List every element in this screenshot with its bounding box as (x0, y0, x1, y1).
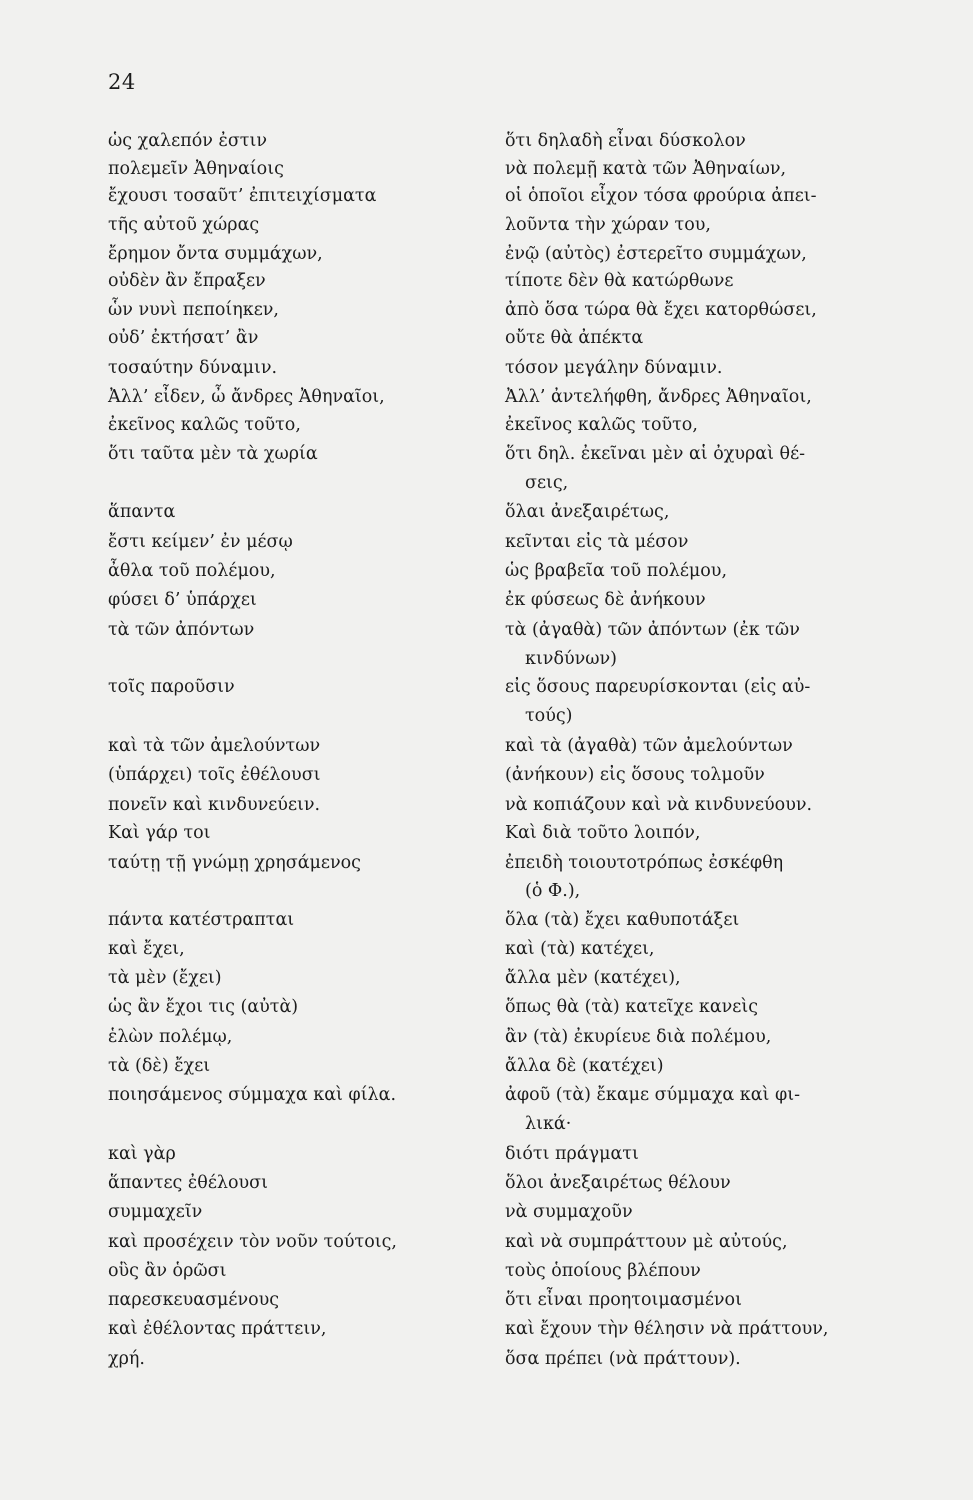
left-column-text-line: τῆς αὐτοῦ χώρας (108, 215, 260, 235)
right-column-text-line: ἀφοῦ (τὰ) ἔκαμε σύμμαχα καὶ φι- (505, 1085, 801, 1105)
left-column-text-line: ἔστι κείμεν’ ἐν μέσῳ (108, 532, 293, 552)
right-column-text-line: καὶ ἔχουν τὴν θέλησιν νὰ πράττουν, (505, 1319, 829, 1339)
left-column-text-line: ἑλὼν πολέμῳ, (108, 1027, 233, 1047)
right-column-text-line: ὅσα πρέπει (νὰ πράττουν). (505, 1349, 741, 1369)
left-column-text-line: ἐκεῖνος καλῶς τοῦτο, (108, 415, 301, 435)
right-column-text-line: νὰ πολεμῇ κατὰ τῶν Ἀθηναίων, (505, 159, 787, 179)
left-column-text-line: καὶ ἐθέλοντας πράττειν, (108, 1319, 327, 1339)
left-column-text-line: ποιησάμενος σύμμαχα καὶ φίλα. (108, 1085, 397, 1105)
left-column-text-line: καὶ ἔχει, (108, 939, 185, 959)
left-column-text-line: τὰ (δὲ) ἔχει (108, 1056, 211, 1076)
left-column-text-line: καὶ προσέχειν τὸν νοῦν τούτοις, (108, 1232, 397, 1252)
left-column-text-line: Ἀλλ’ εἶδεν, ὦ ἄνδρες Ἀθηναῖοι, (108, 387, 385, 407)
right-column-text-line: τίποτε δὲν θὰ κατώρθωνε (505, 271, 734, 291)
left-column-text-line: καὶ γὰρ (108, 1144, 176, 1164)
left-column-text-line: οὓς ἂν ὁρῶσι (108, 1261, 227, 1281)
right-column-text-line: οὔτε θὰ ἀπέκτα (505, 328, 644, 348)
left-column-text-line: οὐδὲν ἂν ἔπραξεν (108, 271, 266, 291)
left-column-text-line: οὐδ’ ἐκτήσατ’ ἂν (108, 328, 259, 348)
right-column-text-line: ἐκεῖνος καλῶς τοῦτο, (505, 415, 698, 435)
right-column-text-line: καὶ (τὰ) κατέχει, (505, 939, 655, 959)
right-column-text-line: λικά· (525, 1114, 572, 1134)
right-column-text-line: Ἀλλ’ ἀντελήφθη, ἄνδρες Ἀθηναῖοι, (505, 387, 812, 407)
right-column-text-line: τούς) (525, 706, 573, 726)
right-column-text-line: ἐνῷ (αὐτὸς) ἐστερεῖτο συμμάχων, (505, 244, 807, 264)
right-column-text-line: Καὶ διὰ τοῦτο λοιπόν, (505, 823, 701, 843)
left-column-text-line: τοσαύτην δύναμιν. (108, 358, 278, 378)
left-column-text-line: τὰ τῶν ἀπόντων (108, 620, 255, 640)
right-column-text-line: ὅτι εἶναι προητοιμασμένοι (505, 1290, 742, 1310)
right-column-text-line: λοῦντα τὴν χώραν του, (505, 215, 711, 235)
left-column-text-line: (ὑπάρχει) τοῖς ἐθέλουσι (108, 765, 321, 785)
left-column-text-line: Καὶ γάρ τοι (108, 823, 211, 843)
right-column-text-line: οἱ ὁποῖοι εἶχον τόσα φρούρια ἀπει- (505, 186, 817, 206)
left-column-text-line: καὶ τὰ τῶν ἀμελούντων (108, 736, 321, 756)
right-column-text-line: ὅτι δηλαδὴ εἶναι δύσκολον (505, 131, 746, 151)
left-column-text-line: συμμαχεῖν (108, 1202, 203, 1222)
right-column-text-line: κινδύνων) (525, 649, 617, 669)
right-column-text-line: ἄλλα μὲν (κατέχει), (505, 968, 681, 988)
right-column-text-line: ὅτι δηλ. ἐκεῖναι μὲν αἱ ὀχυραὶ θέ- (505, 444, 806, 464)
left-column-text-line: ἆθλα τοῦ πολέμου, (108, 561, 276, 581)
left-column-text-line: φύσει δ’ ὑπάρχει (108, 590, 257, 610)
left-column-text-line: ὡς χαλεπόν ἐστιν (108, 131, 267, 151)
right-column-text-line: καὶ νὰ συμπράττουν μὲ αὐτούς, (505, 1232, 788, 1252)
right-column-text-line: ὡς βραβεῖα τοῦ πολέμου, (505, 561, 728, 581)
left-column-text-line: τοῖς παροῦσιν (108, 677, 235, 697)
left-column-text-line: ταύτῃ τῇ γνώμῃ χρησάμενος (108, 853, 361, 873)
right-column-text-line: (ἀνήκουν) εἰς ὅσους τολμοῦν (505, 765, 765, 785)
left-column-text-line: χρή. (108, 1349, 145, 1369)
left-column-text-line: ἔρημον ὄντα συμμάχων, (108, 244, 323, 264)
right-column-text-line: ἐπειδὴ τοιουτοτρόπως ἐσκέφθη (505, 853, 784, 873)
left-column-text-line: πονεῖν καὶ κινδυνεύειν. (108, 795, 321, 815)
right-column-text-line: τὰ (ἀγαθὰ) τῶν ἀπόντων (ἐκ τῶν (505, 620, 800, 640)
left-column-text-line: πολεμεῖν Ἀθηναίοις (108, 159, 284, 179)
right-column-text-line: ὅλοι ἀνεξαιρέτως θέλουν (505, 1173, 731, 1193)
left-column-text-line: ὡς ἂν ἔχοι τις (αὐτὰ) (108, 997, 299, 1017)
left-column-text-line: ἔχουσι τοσαῦτ’ ἐπιτειχίσματα (108, 186, 377, 206)
right-column-text-line: (ὁ Φ.), (525, 881, 581, 901)
right-column-text-line: σεις, (525, 473, 569, 493)
right-column-text-line: νὰ συμμαχοῦν (505, 1202, 633, 1222)
left-column-text-line: πάντα κατέστραπται (108, 910, 295, 930)
left-column-text-line: ὅτι ταῦτα μὲν τὰ χωρία (108, 444, 318, 464)
right-column-text-line: νὰ κοπιάζουν καὶ νὰ κινδυνεύουν. (505, 795, 813, 815)
right-column-text-line: καὶ τὰ (ἀγαθὰ) τῶν ἀμελούντων (505, 736, 793, 756)
left-column-text-line: τὰ μὲν (ἔχει) (108, 968, 222, 988)
right-column-text-line: ἂν (τὰ) ἐκυρίευε διὰ πολέμου, (505, 1027, 772, 1047)
left-column-text-line: ἅπαντα (108, 502, 176, 522)
left-column-text-line: ἅπαντες ἐθέλουσι (108, 1173, 268, 1193)
left-column-text-line: παρεσκευασμένους (108, 1290, 280, 1310)
right-column-text-line: ὅλαι ἀνεξαιρέτως, (505, 502, 670, 522)
right-column-text-line: κεῖνται εἰς τὰ μέσον (505, 532, 689, 552)
right-column-text-line: ἀπὸ ὅσα τώρα θὰ ἔχει κατορθώσει, (505, 300, 817, 320)
right-column-text-line: ἐκ φύσεως δὲ ἀνήκουν (505, 590, 706, 610)
right-column-text-line: διότι πράγματι (505, 1144, 639, 1164)
right-column-text-line: τόσον μεγάλην δύναμιν. (505, 358, 723, 378)
left-column-text-line: ὧν νυνὶ πεποίηκεν, (108, 300, 279, 320)
right-column-text-line: τοὺς ὁποίους βλέπουν (505, 1261, 701, 1281)
right-column-text-line: ἄλλα δὲ (κατέχει) (505, 1056, 664, 1076)
right-column-text-line: ὅλα (τὰ) ἔχει καθυποτάξει (505, 910, 740, 930)
page-number: 24 (108, 70, 136, 94)
right-column-text-line: εἰς ὅσους παρευρίσκονται (εἰς αὐ- (505, 677, 811, 697)
right-column-text-line: ὅπως θὰ (τὰ) κατεῖχε κανεὶς (505, 997, 759, 1017)
